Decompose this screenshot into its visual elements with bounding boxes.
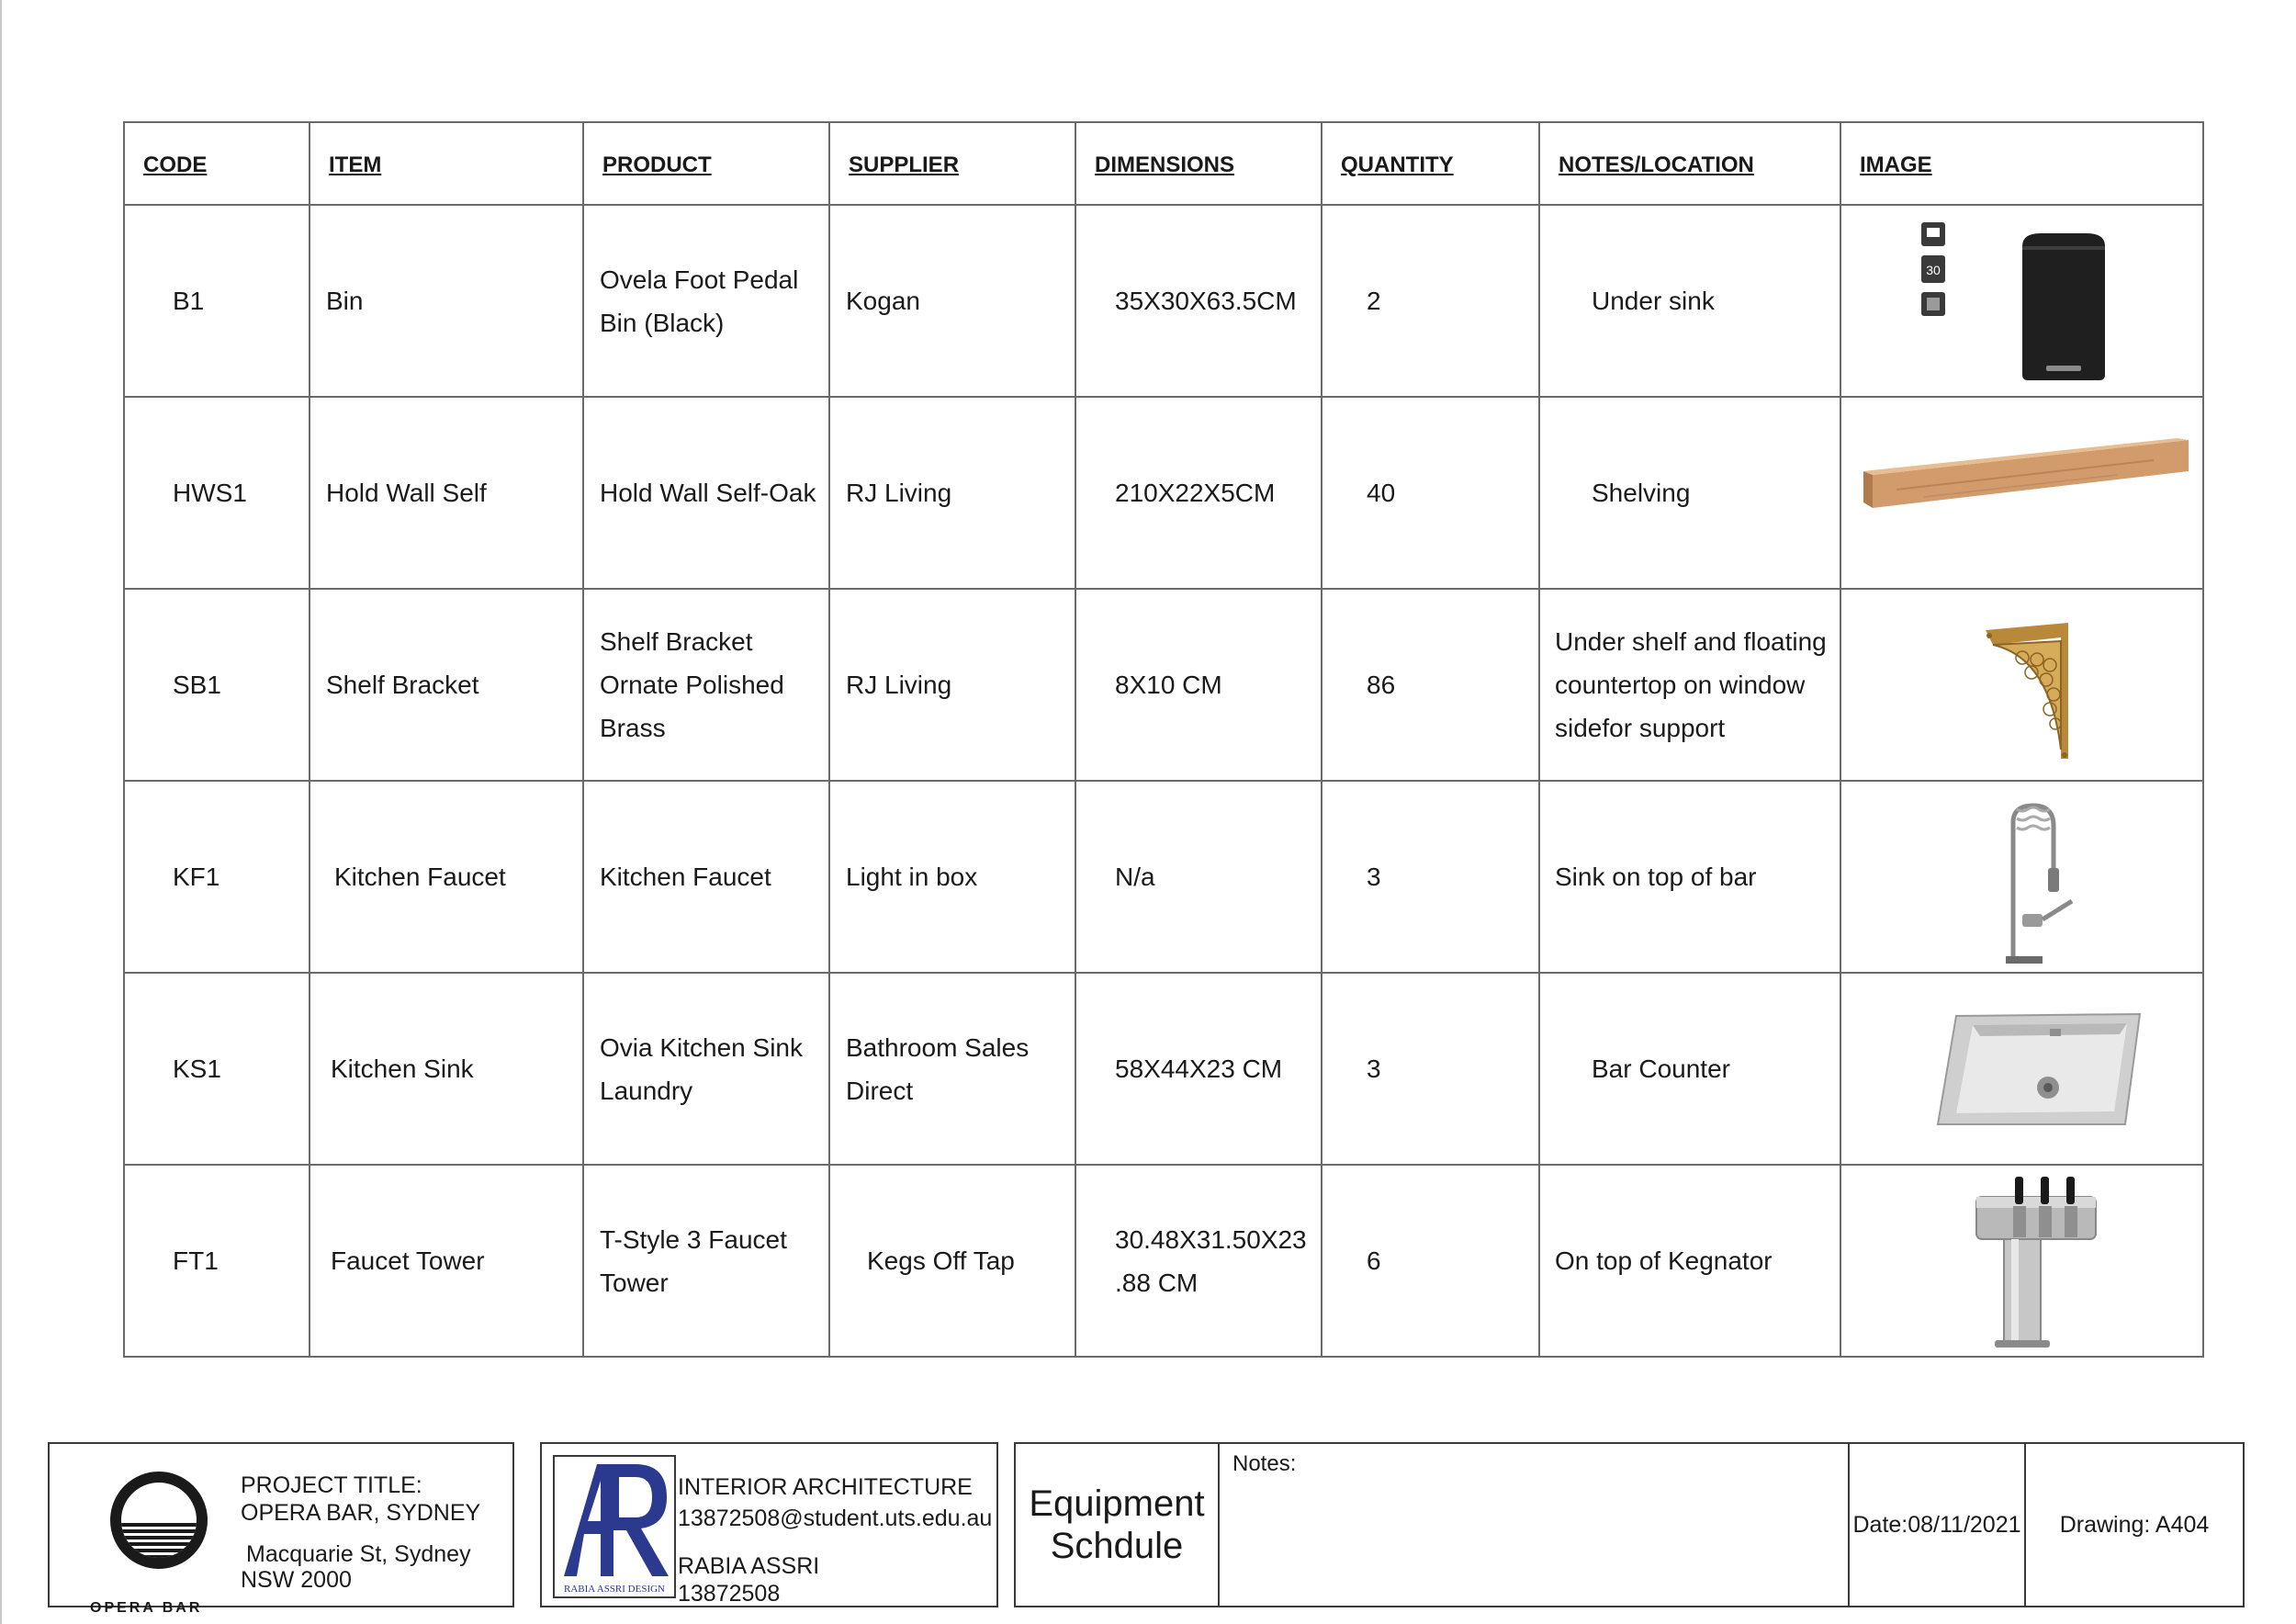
cell-supplier: RJ Living <box>829 397 1075 589</box>
supplier-line: Bathroom Sales <box>846 1032 1030 1062</box>
header-code: CODE <box>124 122 310 205</box>
cell-dimensions <box>1075 1165 1322 1357</box>
table-row <box>124 781 2203 973</box>
cell-code: FT1 <box>124 1165 310 1357</box>
pedal-bin-icon <box>1885 209 2160 393</box>
cell-image <box>1840 397 2203 589</box>
cell-code: B1 <box>124 205 310 397</box>
header-image: IMAGE <box>1840 122 2203 205</box>
sheet-title-line-1: Equipment <box>1029 1483 1205 1524</box>
cell-dimensions: N/a <box>1075 781 1322 973</box>
cell-dimensions: 210X22X5CM <box>1075 397 1322 589</box>
cell-supplier: Kogan <box>829 205 1075 397</box>
designer-name: RABIA ASSRI <box>678 1553 820 1579</box>
cell-quantity: 3 <box>1322 781 1539 973</box>
dimensions-line: .88 CM <box>1115 1268 1199 1297</box>
cell-product <box>583 973 829 1165</box>
cell-quantity: 2 <box>1322 205 1539 397</box>
header-notes-location: NOTES/LOCATION <box>1539 122 1840 205</box>
product-line: Ovela Foot Pedal <box>600 265 799 294</box>
address-line-1: Macquarie St, Sydney <box>246 1541 471 1567</box>
cell-image <box>1840 973 2203 1165</box>
cell-notes: On top of Kegnator <box>1539 1165 1840 1357</box>
notes-label: Notes: <box>1232 1451 1297 1476</box>
kitchen-faucet-icon <box>1885 785 2160 969</box>
cell-supplier <box>829 973 1075 1165</box>
oak-shelf-icon <box>1841 401 2203 585</box>
cell-dimensions: 35X30X63.5CM <box>1075 205 1322 397</box>
table-row <box>124 1165 2203 1357</box>
student-id: 13872508 <box>678 1581 781 1607</box>
cell-notes: Sink on top of bar <box>1539 781 1840 973</box>
notes-line: Under shelf and floating <box>1555 627 1827 656</box>
designer-email: 13872508@student.uts.edu.au <box>678 1506 993 1531</box>
cell-notes: Under sink <box>1539 205 1840 397</box>
opera-bar-logo-text: OPERA BAR <box>90 1600 203 1616</box>
product-line: Laundry <box>600 1076 693 1105</box>
cell-dimensions: 8X10 CM <box>1075 589 1322 781</box>
cell-notes: Shelving <box>1539 397 1840 589</box>
product-line: Ovia Kitchen Sink <box>600 1032 803 1062</box>
designer-title-block <box>540 1442 998 1607</box>
designer-info <box>678 1472 992 1607</box>
drawing-number: Drawing: A404 <box>2059 1511 2210 1538</box>
beer-tower-icon <box>1885 1169 2160 1353</box>
sheet-title <box>1016 1444 1220 1606</box>
product-line: Brass <box>600 714 666 742</box>
project-address <box>241 1541 480 1593</box>
sheet-title-line-2: Schdule <box>1050 1526 1184 1566</box>
cell-quantity: 3 <box>1322 973 1539 1165</box>
supplier-line: Direct <box>846 1076 914 1105</box>
cell-quantity: 40 <box>1322 397 1539 589</box>
cell-image <box>1840 589 2203 781</box>
table-header-row <box>124 122 2203 205</box>
cell-dimensions: 58X44X23 CM <box>1075 973 1322 1165</box>
dimensions-line: 30.48X31.50X23 <box>1115 1224 1307 1254</box>
cell-item: Shelf Bracket <box>310 589 583 781</box>
cell-product <box>583 589 829 781</box>
notes-line: sidefor support <box>1555 714 1726 742</box>
opera-bar-logo-mark <box>110 1472 208 1569</box>
cell-product <box>583 1165 829 1357</box>
cell-item: Faucet Tower <box>310 1165 583 1357</box>
cell-code: HWS1 <box>124 397 310 589</box>
cell-image <box>1840 1165 2203 1357</box>
ar-monogram-icon <box>555 1457 674 1582</box>
sheet-date: Date:08/11/2021 <box>1848 1444 2026 1606</box>
studio-logo-caption: RABIA ASSRI DESIGN <box>563 1584 666 1595</box>
notes-line: countertop on window <box>1555 671 1806 699</box>
cell-supplier: Kegs Off Tap <box>829 1165 1075 1357</box>
brass-bracket-icon <box>1885 593 2160 777</box>
cell-code: KF1 <box>124 781 310 973</box>
product-line: Ornate Polished <box>600 671 784 699</box>
opera-bar-logo <box>77 1472 206 1616</box>
product-line: Tower <box>600 1268 669 1297</box>
header-dimensions: DIMENSIONS <box>1075 122 1322 205</box>
cell-image <box>1840 781 2203 973</box>
cell-code: KS1 <box>124 973 310 1165</box>
address-line-2: NSW 2000 <box>241 1567 352 1593</box>
cell-quantity: 86 <box>1322 589 1539 781</box>
svg-text:30: 30 <box>1925 262 1941 277</box>
cell-product <box>583 205 829 397</box>
cell-quantity: 6 <box>1322 1165 1539 1357</box>
cell-product: Hold Wall Self-Oak <box>583 397 829 589</box>
cell-supplier: Light in box <box>829 781 1075 973</box>
equipment-schedule-table <box>123 121 2204 1358</box>
project-title-block <box>48 1442 514 1616</box>
cell-item: Kitchen Faucet <box>310 781 583 973</box>
cell-item: Hold Wall Self <box>310 397 583 589</box>
cell-item: Bin <box>310 205 583 397</box>
kitchen-sink-icon <box>1885 977 2160 1161</box>
cell-notes <box>1539 589 1840 781</box>
table-row <box>124 589 2203 781</box>
table-row <box>124 973 2203 1165</box>
cell-code: SB1 <box>124 589 310 781</box>
table-row <box>124 397 2203 589</box>
header-product: PRODUCT <box>583 122 829 205</box>
table-row <box>124 205 2203 397</box>
project-info <box>241 1472 480 1593</box>
cell-image <box>1840 205 2203 397</box>
product-line: Bin (Black) <box>600 308 725 337</box>
product-line: Shelf Bracket <box>600 627 753 656</box>
header-quantity: QUANTITY <box>1322 122 1539 205</box>
cell-supplier: RJ Living <box>829 589 1075 781</box>
header-item: ITEM <box>310 122 583 205</box>
cell-product: Kitchen Faucet <box>583 781 829 973</box>
sheet-info-block <box>1014 1442 2245 1607</box>
project-title: OPERA BAR, SYDNEY <box>241 1500 481 1526</box>
rabia-assri-design-logo <box>553 1455 676 1598</box>
product-line: T-Style 3 Faucet <box>600 1224 787 1254</box>
course-name: INTERIOR ARCHITECTURE <box>678 1474 973 1500</box>
cell-item: Kitchen Sink <box>310 973 583 1165</box>
cell-notes: Bar Counter <box>1539 973 1840 1165</box>
project-title-label: PROJECT TITLE: <box>241 1472 422 1498</box>
header-supplier: SUPPLIER <box>829 122 1075 205</box>
